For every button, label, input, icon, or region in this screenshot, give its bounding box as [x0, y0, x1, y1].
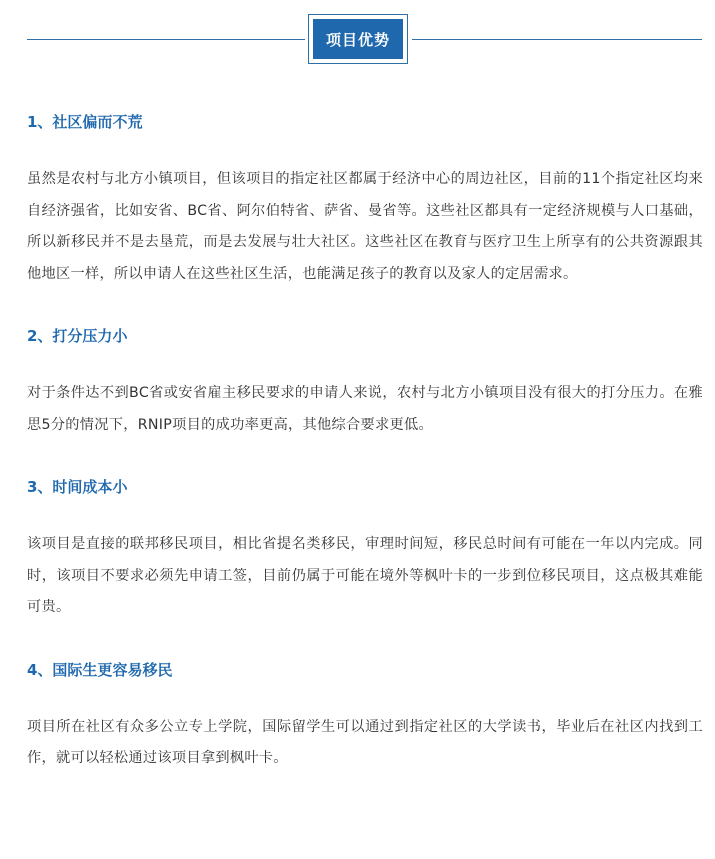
- section-time-cost: [27, 475, 703, 624]
- title-divider-right: [412, 39, 702, 40]
- section-heading: 3、时间成本小: [27, 478, 128, 496]
- section-title-header: [0, 0, 715, 80]
- section-body: 对于条件达不到BC省或安省雇主移民要求的申请人来说，农村与北方小镇项目没有很大的打分压力。在雅思5分的情况下，RNIP项目的成功率更高，其他综合要求更低。: [27, 385, 703, 433]
- section-community: [27, 110, 703, 290]
- section-heading: 2、打分压力小: [27, 327, 128, 345]
- section-body: 项目所在社区有众多公立专上学院，国际留学生可以通过到指定社区的大学读书，毕业后在社区内找到工作，就可以轻松通过该项目拿到枫叶卡。: [27, 718, 703, 766]
- title-divider-left: [27, 39, 305, 40]
- section-heading: 1、社区偏而不荒: [27, 113, 143, 131]
- section-body: 该项目是直接的联邦移民项目，相比省提名类移民，审理时间短，移民总时间有可能在一年以内完成。同时，该项目不要求必须先申请工签，目前仍属于可能在境外等枫叶卡的一步到位移民项目，这点极其难能可贵。: [27, 536, 703, 615]
- page-title: 项目优势: [313, 19, 403, 59]
- section-international-students: [27, 658, 703, 775]
- article-content: [27, 110, 703, 809]
- section-heading: 4、国际生更容易移民: [27, 660, 173, 679]
- section-body: 虽然是农村与北方小镇项目，但该项目的指定社区都属于经济中心的周边社区，目前的11个指定社区均来自经济强省，比如安省、BC省、阿尔伯特省、萨省、曼省等。这些社区都具有一定经济规模与人口基础，所以新移民并不是去垦荒，而是去发展与壮大社区。这些社区在教育与医疗卫生上所享有的公共资源跟其他地区一样，所以申请人在这些社区生活，也能满足孩子的教育以及家人的定居需求。: [27, 171, 703, 282]
- title-badge: [308, 14, 408, 64]
- section-scoring: [27, 324, 703, 441]
